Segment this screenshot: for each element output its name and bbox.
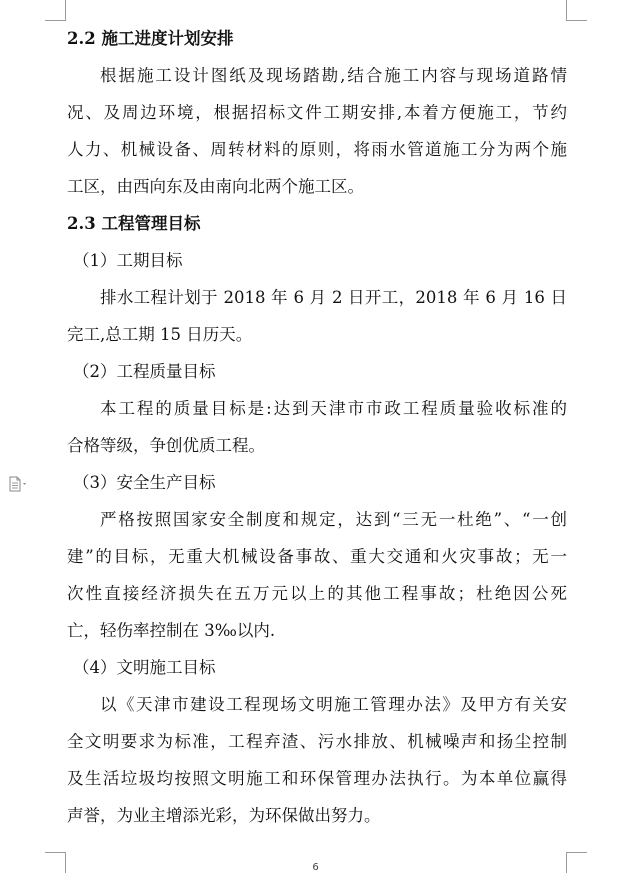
paragraph-line: 人力、机械设备、周转材料的原则，将雨水管道施工分为两个施 (67, 140, 567, 159)
item-label-quality: （2）工程质量目标 (73, 362, 216, 381)
section-heading-2-2: 2.2 施工进度计划安排 (67, 29, 234, 48)
paragraph-line: 次性直接经济损失在五万元以上的其他工程事故；杜绝因公死 (67, 584, 567, 603)
paragraph-line: 合格等级，争创优质工程。 (67, 436, 265, 455)
page-number: 6 (312, 862, 319, 873)
paragraph-line: 亡，轻伤率控制在 3‰以内. (67, 621, 276, 640)
paragraph-quality (67, 390, 567, 464)
paragraph-duration (67, 279, 567, 353)
crop-mark-bottom-right (566, 852, 587, 873)
paragraph-line: 完工,总工期 15 日历天。 (67, 325, 253, 344)
document-icon[interactable] (8, 476, 30, 492)
paragraph-safety (67, 501, 567, 649)
crop-mark-bottom-left (45, 852, 66, 873)
paragraph-line: 排水工程计划于 2018 年 6 月 2 日开工，2018 年 6 月 16 日 (100, 288, 567, 307)
paragraph-line: 根据施工设计图纸及现场踏勘,结合施工内容与现场道路情 (100, 66, 567, 85)
paragraph-line: 严格按照国家安全制度和规定，达到“三无一杜绝”、“一创 (100, 510, 567, 529)
paragraph-line: 全文明要求为标准，工程弃渣、污水排放、机械噪声和扬尘控制 (67, 732, 567, 751)
crop-mark-top-right (566, 0, 587, 21)
paragraph-line: 建”的目标，无重大机械设备事故、重大交通和火灾事故；无一 (67, 547, 567, 566)
paragraph-line: 况、及周边环境，根据招标文件工期安排,本着方便施工，节约 (67, 103, 567, 122)
item-label-civilized: （4）文明施工目标 (73, 658, 216, 677)
item-label-safety: （3）安全生产目标 (73, 473, 216, 492)
crop-mark-top-left (45, 0, 66, 21)
paragraph-civilized (67, 686, 567, 834)
paragraph-line: 以《天津市建设工程现场文明施工管理办法》及甲方有关安 (100, 695, 567, 714)
paragraph-line: 工区，由西向东及由南向北两个施工区。 (67, 177, 364, 196)
paragraph-line: 本工程的质量目标是:达到天津市市政工程质量验收标准的 (100, 399, 567, 418)
item-label-duration: （1）工期目标 (73, 251, 183, 270)
paragraph-line: 及生活垃圾均按照文明施工和环保管理办法执行。为本单位赢得 (67, 769, 567, 788)
paragraph-schedule (67, 57, 567, 205)
page-content (67, 20, 567, 834)
section-heading-2-3: 2.3 工程管理目标 (67, 214, 201, 233)
paragraph-line: 声誉，为业主增添光彩，为环保做出努力。 (67, 806, 381, 825)
